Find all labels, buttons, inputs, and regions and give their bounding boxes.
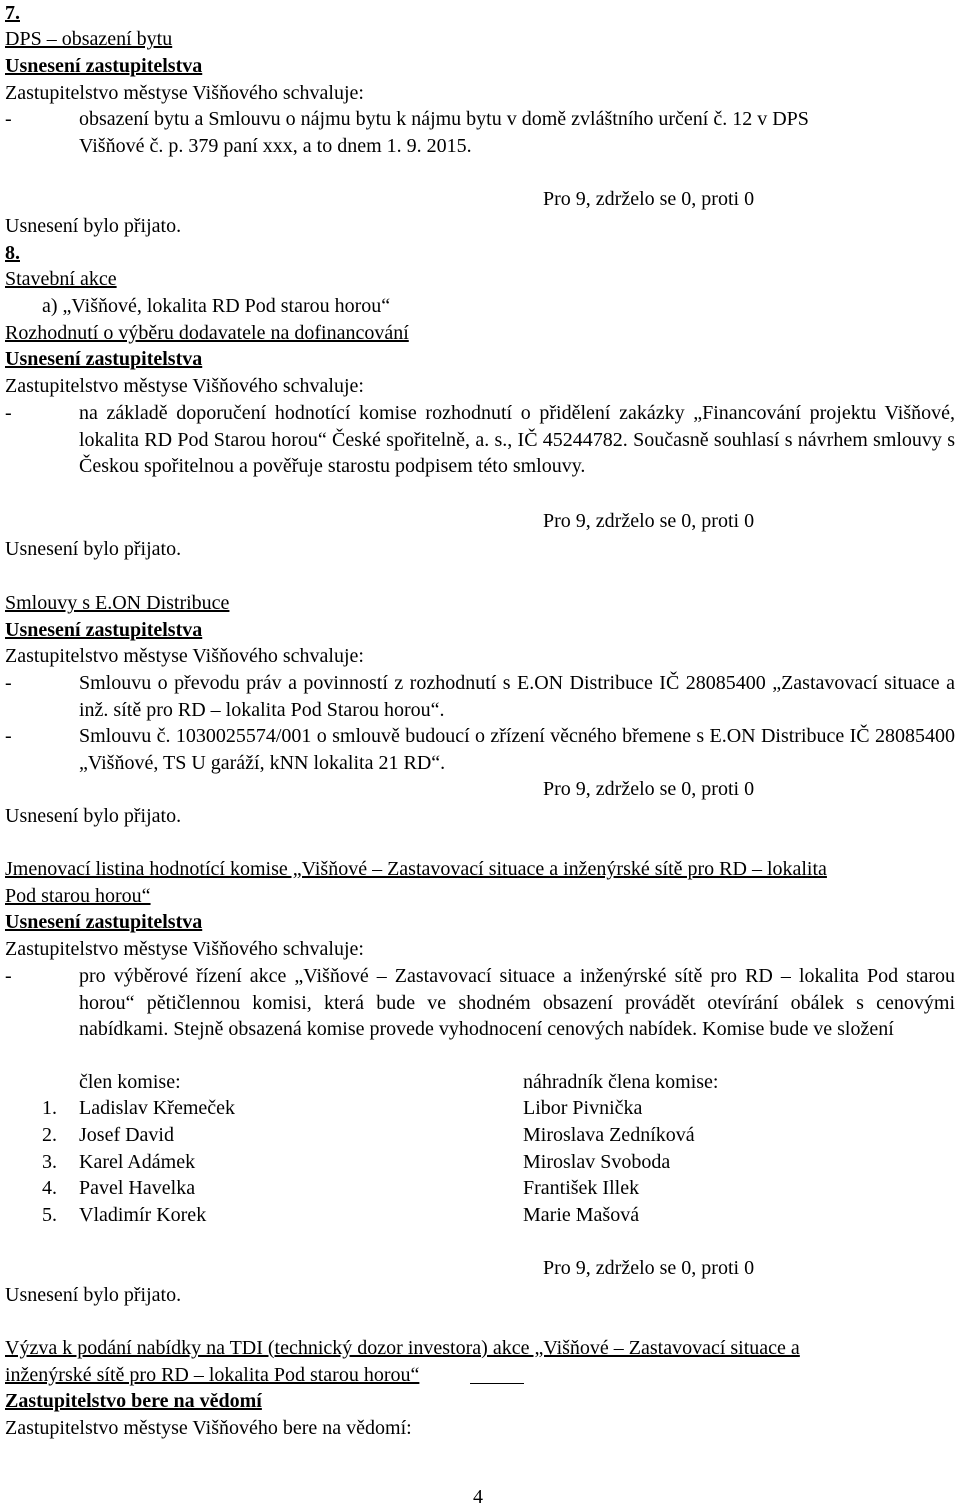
section-8-number: 8. <box>5 242 20 264</box>
vote-result: Pro 9, zdrželo se 0, proti 0 <box>543 1257 755 1279</box>
member-name: Vladimír Korek <box>79 1204 207 1226</box>
notice-heading: Zastupitelstvo bere na vědomí <box>5 1390 262 1412</box>
section-7-number: 7. <box>5 2 20 24</box>
page-number: 4 <box>473 1486 483 1508</box>
vote-result: Pro 9, zdrželo se 0, proti 0 <box>543 510 755 532</box>
section-8-title: Stavební akce <box>5 268 117 290</box>
resolution-accepted: Usnesení bylo přijato. <box>5 805 182 827</box>
list-item-text: pro výběrové řízení akce „Višňové – Zastavovací situace a inženýrské sítě pro RD – lokalita Pod starou horou“ pětičlennou komisi, která bude ve shodném obsazení provádět otevírání obálek s cenovými nabídkami. Stejně obsazená komise provede vyhodnocení cenových nabídek. Komise bude ve složení <box>79 965 955 1040</box>
member-name: Pavel Havelka <box>79 1177 196 1199</box>
approves-line: Zastupitelstvo městyse Višňového schvaluje: <box>5 645 364 667</box>
tdi-section-title: Výzva k podání nabídky na TDI (technický dozor investora) akce „Višňové – Zastavovací situace a <box>5 1337 800 1359</box>
list-item-text-cont: Višňové č. p. 379 paní xxx, a to dnem 1. 9. 2015. <box>79 135 472 157</box>
committee-section-title: Jmenovací listina hodnotící komise „Višňové – Zastavovací situace a inženýrské sítě pro RD – lokalita <box>5 858 827 880</box>
row-number: 1. <box>42 1097 57 1119</box>
list-dash: - <box>5 965 12 987</box>
list-dash: - <box>5 108 12 130</box>
substitute-name: Libor Pivnička <box>523 1097 643 1119</box>
subsection-a-title: a) „Višňové, lokalita RD Pod starou horou“ <box>42 295 391 317</box>
substitute-name: Marie Mašová <box>523 1204 640 1226</box>
list-item-text: Smlouvu o převodu práv a povinností z rozhodnutí s E.ON Distribuce IČ 28085400 „Zastavovací situace a inž. sítě pro RD – lokalita Pod Starou horou“. <box>79 672 955 721</box>
resolution-heading: Usnesení zastupitelstva <box>5 348 203 370</box>
approves-line: Zastupitelstvo městyse Višňového schvaluje: <box>5 938 364 960</box>
tdi-section-title-cont: inženýrské sítě pro RD – lokalita Pod starou horou“ <box>5 1364 420 1386</box>
member-name: Karel Adámek <box>79 1151 196 1173</box>
list-item-text: na základě doporučení hodnotící komise rozhodnutí o přidělení zakázky „Financování projektu Višňové, lokalita RD Pod Starou horou“ České spořitelně, a. s., IČ 45244782. Současně souhlasí s návrhem smlouvy s Českou spořitelnou a pověřuje starostu podpisem této smlouvy. <box>79 402 955 477</box>
vote-result: Pro 9, zdrželo se 0, proti 0 <box>543 188 755 210</box>
substitute-column-header: náhradník člena komise: <box>523 1071 719 1093</box>
list-dash: - <box>5 672 12 694</box>
substitute-name: Miroslav Svoboda <box>523 1151 671 1173</box>
list-item-text: Smlouvu č. 1030025574/001 o smlouvě budoucí o zřízení věcného břemene s E.ON Distribuce IČ 28085400 „Višňové, TS U garáží, kNN lokalita 21 RD“. <box>79 725 955 774</box>
vote-result: Pro 9, zdrželo se 0, proti 0 <box>543 778 755 800</box>
underline-extension <box>470 1383 524 1384</box>
committee-section-title-cont: Pod starou horou“ <box>5 885 151 907</box>
resolution-accepted: Usnesení bylo přijato. <box>5 215 182 237</box>
list-dash: - <box>5 402 12 424</box>
substitute-name: Miroslava Zedníková <box>523 1124 695 1146</box>
resolution-accepted: Usnesení bylo přijato. <box>5 1284 182 1306</box>
approves-line: Zastupitelstvo městyse Višňového schvaluje: <box>5 82 364 104</box>
list-item-text: obsazení bytu a Smlouvu o nájmu bytu k nájmu bytu v domě zvláštního určení č. 12 v DPS <box>79 108 809 130</box>
approves-line: Zastupitelstvo městyse Višňového schvaluje: <box>5 375 364 397</box>
member-column-header: člen komise: <box>79 1071 181 1093</box>
member-name: Ladislav Křemeček <box>79 1097 236 1119</box>
section-7-title: DPS – obsazení bytu <box>5 28 173 50</box>
row-number: 4. <box>42 1177 57 1199</box>
member-name: Josef David <box>79 1124 174 1146</box>
row-number: 5. <box>42 1204 57 1226</box>
decision-title: Rozhodnutí o výběru dodavatele na dofinancování <box>5 322 409 344</box>
list-dash: - <box>5 725 12 747</box>
resolution-heading: Usnesení zastupitelstva <box>5 619 203 641</box>
row-number: 2. <box>42 1124 57 1146</box>
resolution-accepted: Usnesení bylo přijato. <box>5 538 182 560</box>
substitute-name: František Illek <box>523 1177 640 1199</box>
resolution-heading: Usnesení zastupitelstva <box>5 911 203 933</box>
row-number: 3. <box>42 1151 57 1173</box>
notes-line: Zastupitelstvo městyse Višňového bere na vědomí: <box>5 1417 412 1439</box>
eon-section-title: Smlouvy s E.ON Distribuce <box>5 592 230 614</box>
resolution-heading: Usnesení zastupitelstva <box>5 55 203 77</box>
